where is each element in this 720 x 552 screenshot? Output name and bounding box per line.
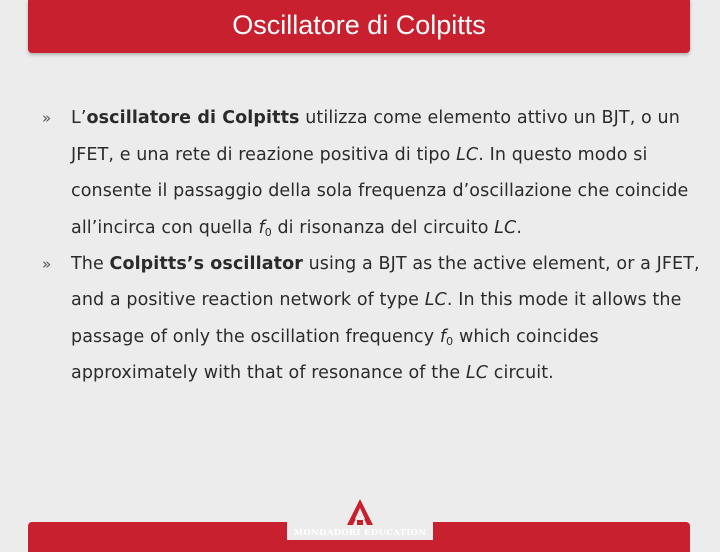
text-run: . [516, 217, 523, 238]
text-run: di risonanza del circuito [271, 217, 495, 238]
publisher-name: MONDADORI EDUCATION [293, 528, 427, 538]
publisher-logo [287, 494, 433, 540]
text-run: . In questo modo si consente il passaggio della sola frequenza d’oscillazione che coincide all’incirca con quella [71, 144, 689, 238]
bullet-text [71, 108, 688, 238]
italic-text: LC [494, 217, 517, 238]
italic-text: LC [465, 363, 489, 383]
bullet-italian [42, 100, 712, 246]
italic-text: f [439, 326, 447, 347]
text-run: circuit. [488, 363, 554, 383]
bullet-marker: » [42, 109, 52, 127]
italic-text: LC [456, 144, 479, 165]
title-bar [28, 0, 690, 53]
text-run: utilizza come elemento attivo un BJT, o un JFET, e una rete di reazione positiva di tipo [71, 108, 680, 165]
text-run: . In this mode it allows the passage of only the oscillation frequency [71, 290, 682, 347]
text-run: which coincides approximately with that of resonance of the [71, 326, 599, 383]
bullet-english [42, 246, 712, 392]
bold-text: oscillatore di Colpitts [86, 108, 300, 128]
text-run: L’ [71, 108, 87, 128]
text-run: The [71, 253, 110, 274]
italic-text: f [258, 217, 265, 238]
italic-text: LC [424, 290, 447, 310]
bold-text: Colpitts’s oscillator [109, 253, 303, 274]
slide-title: Oscillatore di Colpitts [232, 10, 486, 40]
bullet-marker: » [42, 254, 52, 273]
subscript-text: 0 [264, 225, 272, 239]
bullet-list [42, 100, 712, 392]
text-run: using a BJT as the active element, or a JFET, and a positive reaction network of type [71, 253, 700, 310]
mondadori-rose-icon [344, 498, 376, 526]
bullet-text [71, 254, 700, 384]
subscript-text: 0 [446, 334, 454, 348]
